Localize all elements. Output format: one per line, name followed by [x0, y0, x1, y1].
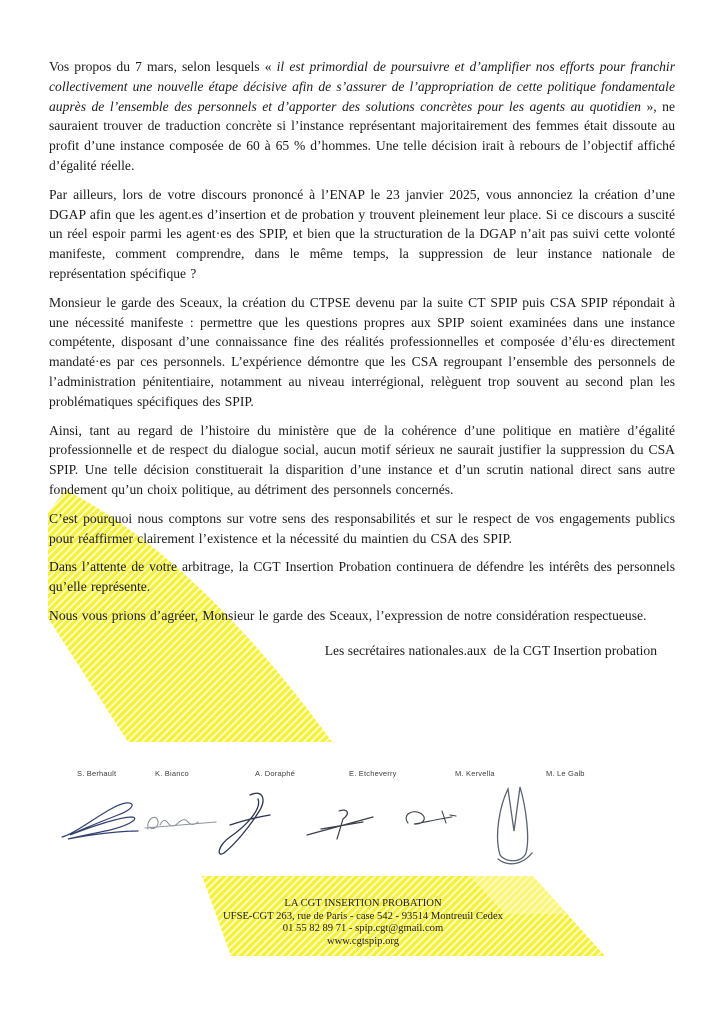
signatory-name: S. Berhault	[77, 769, 117, 778]
paragraph-7: Nous vous prions d’agréer, Monsieur le garde des Sceaux, l’expression de notre considération respectueuse.	[49, 607, 647, 623]
signature-doraphe-icon	[216, 787, 278, 865]
footer-address-block	[185, 898, 541, 948]
paragraph-1	[49, 57, 675, 176]
paragraph-1-lead: Vos propos du 7 mars, selon lesquels «	[49, 59, 277, 74]
footer-website: www.cgtspip.org	[326, 935, 400, 947]
signatory-name: M. Le Galb	[546, 769, 585, 778]
paragraph-1-tail: », ne sauraient trouver de traduction concrète si l’instance représentant majoritairement des femmes était dissoute au profit d’une instance composée de 60 à 65 % d’hommes. Une telle décision irait à rebours de l’objectif affiché d’égalité réelle.	[49, 98, 675, 173]
signature-legalb-icon	[488, 783, 540, 871]
signature-bianco-icon	[143, 809, 219, 839]
footer-org-name: LA CGT INSERTION PROBATION	[284, 898, 442, 909]
signatory-name: A. Doraphé	[255, 769, 295, 778]
signoff-line: Les secrétaires nationales.aux de la CGT Insertion probation	[324, 642, 657, 658]
paragraph-1-quote: il est primordial de poursuivre et d’amplifier nos efforts pour franchir collectivement une nouvelle étape décisive afin de s’assurer de l’appropriation de cette politique fondamentale auprès de l’ensemble des personnels et d’apporter des solutions concrètes pour les agents au quotidien	[49, 59, 675, 114]
paragraph-6: Dans l’attente de votre arbitrage, la CGT Insertion Probation continuera de défendre les intérêts des personnels qu’elle représente.	[49, 559, 675, 595]
signature-etcheverry-icon	[303, 805, 381, 845]
signatory-name: E. Etcheverry	[349, 769, 397, 778]
paragraph-2: Par ailleurs, lors de votre discours prononcé à l’ENAP le 23 janvier 2025, vous annonciez la création d’une DGAP afin que les agent.es d’insertion et de probation y trouvent pleinement leur place. Si ce discours a suscité un réel espoir parmi les agent·es des SPIP, et bien que la structuration de la DGAP n’ait pas suivi cette volonté manifeste, comment comprendre, dans le même temps, la suppression de leur instance nationale de représentation spécifique ?	[49, 186, 675, 281]
paragraph-5: C’est pourquoi nous comptons sur votre sens des responsabilités et sur le respect de vos engagements publics pour réaffirmer clairement l’existence et la nécessité du maintien du CSA des SPIP.	[49, 510, 675, 546]
signatory-name: M. Kervella	[455, 769, 495, 778]
signature-kervella-icon	[398, 807, 460, 837]
letter-body	[49, 57, 675, 661]
footer-phone-email: 01 55 82 89 71 - spip.cgt@gmail.com	[282, 923, 444, 935]
paragraph-3: Monsieur le garde des Sceaux, la création du CTPSE devenu par la suite CT SPIP puis CSA SPIP répondait à une nécessité manifeste : permettre que les questions propres aux SPIP soient examinées dans une instance compétente, disposant d’une connaissance fine des réalités professionnelles et composée d’élu·es directement mandaté·es par ces personnels. L’expérience démontre que les CSA regroupant l’ensemble des personnels de l’administration pénitentiaire, notamment au niveau interrégional, relèguent trop souvent au second plan les problématiques spécifiques des SPIP.	[49, 294, 675, 409]
footer-address: UFSE-CGT 263, rue de Paris - case 542 - 93514 Montreuil Cedex	[223, 910, 503, 922]
signature-block	[0, 763, 724, 878]
signatory-name: K. Bianco	[155, 769, 189, 778]
paragraph-4: Ainsi, tant au regard de l’histoire du ministère que de la cohérence d’une politique en matière d’égalité professionnelle et de respect du dialogue social, aucun motif sérieux ne saurait justifier la suppression du CSA SPIP. Une telle décision constituerait la disparition d’une instance et d’un scrutin national direct sans autre fondement qu’un choix politique, au détriment des personnels concernés.	[49, 422, 675, 497]
signature-berhault-icon	[60, 793, 144, 845]
